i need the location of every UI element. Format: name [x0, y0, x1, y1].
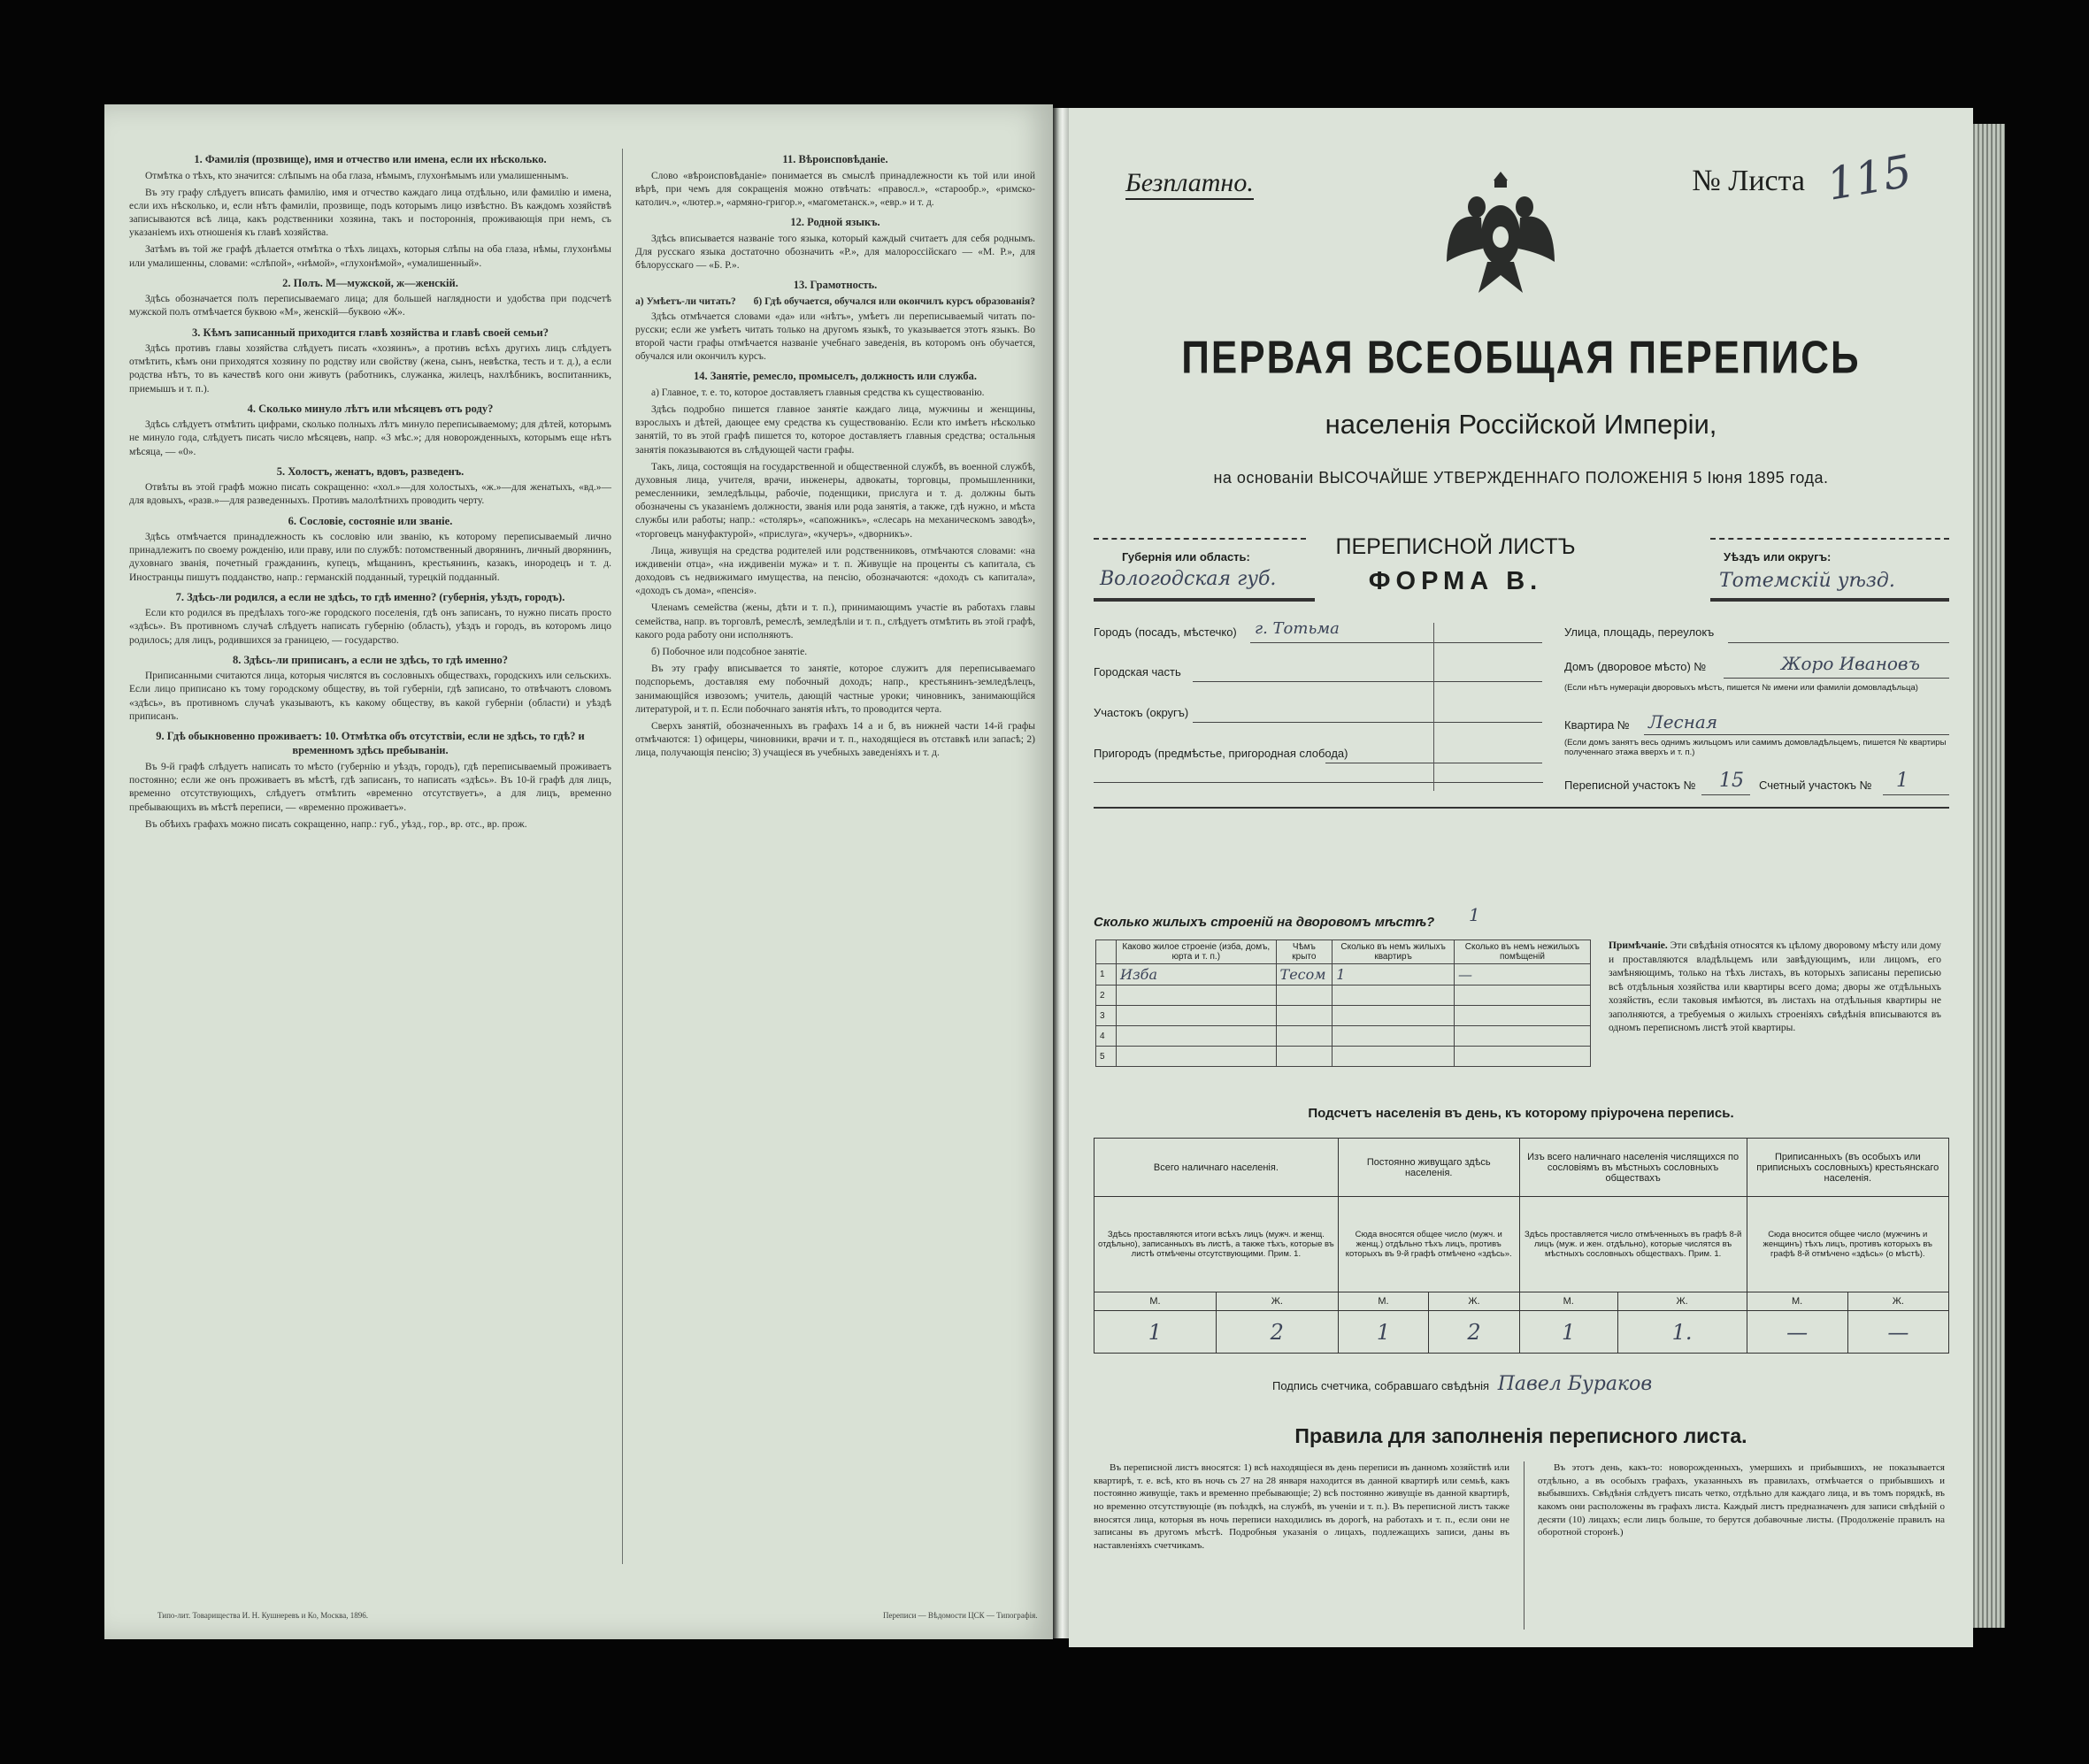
- housing-table: [1095, 940, 1591, 1067]
- count-note-total: Здѣсь проставляются итоги всѣхъ лицъ (мужч. и женщ. отдѣльно), записанныхъ въ листѣ, а также тѣхъ, которые въ листѣ отмѣчены отсутствующими. Прим. 1.: [1094, 1197, 1339, 1292]
- house-value: Жоро Ивановъ: [1781, 653, 1920, 674]
- district-label: Уѣздъ или округъ:: [1724, 550, 1832, 564]
- count-value: 1: [1094, 1311, 1217, 1354]
- section-heading: 9. Гдѣ обыкновенно проживаетъ: 10. Отмѣтка объ отсутствіи, если не здѣсь, то гдѣ? и временномъ здѣсь пребываніи.: [156, 729, 585, 757]
- flat-value: Лесная: [1648, 711, 1718, 732]
- signature-row: [1272, 1373, 1652, 1395]
- city-label: Городъ (посадъ, мѣстечко): [1094, 625, 1237, 639]
- count-header-estates: Изъ всего наличнаго населенія числящихся по сословіямъ въ мѣстныхъ сословныхъ обществахъ: [1519, 1139, 1747, 1197]
- housing-cell-n: 2: [1096, 986, 1117, 1006]
- paragraph: Лица, живущія на средства родителей или родственниковъ, отмѣчаются словами: «на иждивеніи отца», «на иждивеніи мужа» и т. п. Живущіе на проценты съ капитала, съ доходовъ съ недвижимаго имущества, на пенсію, обозначаются: «доходъ съ капитала», «доходъ съ дома», «пенсія».: [635, 545, 1035, 597]
- paragraph: Если кто родился въ предѣлахъ того-же городского поселенія, гдѣ онъ записанъ, то нужно писать просто «здѣсь». Въ противномъ случаѣ слѣдуетъ написать губернію (область), уѣздъ и городъ, въ которомъ лицо родилось; для лицъ, родившихся за границею, — государство.: [129, 608, 611, 646]
- count-value: 1: [1519, 1311, 1617, 1354]
- left-page-column-1: [129, 147, 611, 835]
- housing-cell-other: [1454, 986, 1590, 1006]
- dwellings-question: Сколько жилыхъ строеній на дворовомъ мѣстѣ?: [1094, 915, 1435, 930]
- count-value: 2: [1429, 1311, 1519, 1354]
- housing-cell-other: —: [1454, 964, 1590, 986]
- paragraph: Здѣсь слѣдуетъ отмѣтить цифрами, сколько полныхъ лѣтъ минуло переписываемому; для дѣтей, которымъ не минуло года, слѣдуетъ писать число мѣсяцевъ, напр. «3 мѣс.»; для новорожденныхъ, которымъ еще нѣтъ мѣсяца, — «0».: [129, 419, 611, 457]
- housing-cell-other: [1454, 1026, 1590, 1047]
- paragraph: а) Главное, т. е. то, которое доставляетъ главныя средства къ существованію.: [651, 387, 985, 398]
- section-heading: 13. Грамотность.: [793, 279, 878, 292]
- paragraph: Здѣсь отмѣчается принадлежность къ сословію или званію, къ которому переписываемый лично принадлежитъ по своему рожденію, или праву, или по службѣ: потомственный дворянинъ, личный дворянинъ, духовнаго званія, почетный гражданинъ, купецъ, мѣщанинъ, крестьянинъ, казакъ, инородецъ и т. д. Иностранцы пишутъ подданство, напр.: германскій подданный, турецкій подданный.: [129, 532, 611, 583]
- city-part-label: Городская часть: [1094, 665, 1181, 679]
- housing-cell-roof: [1276, 1026, 1333, 1047]
- section-heading: 3. Кѣмъ записанный приходится главѣ хозяйства и главѣ своей семьи?: [192, 326, 549, 339]
- count-value: —: [1847, 1311, 1948, 1354]
- form-title: [1309, 531, 1601, 600]
- book-spine: [1053, 108, 1069, 1638]
- housing-row: [1096, 1006, 1591, 1026]
- section-heading: 5. Холостъ, женатъ, вдовъ, разведенъ.: [276, 464, 465, 478]
- housing-cell-roof: [1276, 1047, 1333, 1067]
- page-title: ПЕРВАЯ ВСЕОБЩАЯ ПЕРЕПИСЬ: [1181, 332, 1861, 384]
- housing-row: [1096, 986, 1591, 1006]
- housing-row: [1096, 1047, 1591, 1067]
- rules-title: Правила для заполненія переписного листа.: [1294, 1424, 1747, 1447]
- section-heading: 8. Здѣсь-ли приписанъ, а если не здѣсь, то гдѣ именно?: [232, 653, 509, 666]
- left-page: [104, 104, 1053, 1639]
- count-note-permanent: Сюда вносятся общее число (мужч. и женщ.) отдѣльно тѣхъ лицъ, противъ которыхъ въ 9-й графѣ отмѣчено «здѣсь».: [1338, 1197, 1519, 1292]
- housing-cell-roof: [1276, 986, 1333, 1006]
- housing-header-roof: Чѣмъ крыто: [1276, 940, 1333, 964]
- male-label: М.: [1519, 1292, 1617, 1311]
- signature-label: Подпись счетчика, собравшаго свѣдѣнія: [1272, 1379, 1490, 1392]
- housing-header-flats: Сколько въ немъ жилыхъ квартиръ: [1333, 940, 1455, 964]
- section-heading: 7. Здѣсь-ли родился, а если не здѣсь, то гдѣ именно? (губернія, уѣздъ, городъ).: [175, 590, 565, 603]
- housing-cell-flats: [1333, 986, 1455, 1006]
- housing-cell-kind: [1117, 1047, 1277, 1067]
- female-label: Ж.: [1429, 1292, 1519, 1311]
- housing-note: [1609, 940, 1941, 1036]
- street-label: Улица, площадь, переулокъ: [1564, 625, 1715, 639]
- count-header-permanent: Постоянно живущаго здѣсь населенія.: [1338, 1139, 1519, 1197]
- housing-cell-flats: [1333, 1006, 1455, 1026]
- count-district-value: 1: [1896, 770, 1909, 792]
- housing-row: [1096, 1026, 1591, 1047]
- housing-cell-n: 1: [1096, 964, 1117, 986]
- house-label: Домъ (дворовое мѣсто) №: [1564, 660, 1707, 673]
- suburb-label: Пригородъ (предмѣстье, пригородная слобода): [1094, 747, 1348, 760]
- male-label: М.: [1338, 1292, 1428, 1311]
- housing-cell-roof: [1276, 1006, 1333, 1026]
- paragraph: Такъ, лица, состоящія на государственной и общественной службѣ, въ военной службѣ, духовныя лица, учителя, врачи, инженеры, адвокаты, торговцы, промышленники, ремесленники, земледѣльцы, рабочіе, поденщики, прислуга и т. д. должны быть обозначены съ указаніемъ должности, званія или рода занятія, а также, гдѣ нужно, и мѣста службы или работы; напр.: «столяръ», «сапожникъ», «слесарь на механическомъ заводѣ», «торговецъ мануфактурой», «прислуга», «кучеръ», «дворникъ».: [635, 461, 1035, 540]
- section-heading: 2. Полъ. М—мужской, ж—женскій.: [282, 276, 458, 289]
- female-label: Ж.: [1617, 1292, 1747, 1311]
- housing-header-kind: Каково жилое строеніе (изба, домъ, юрта и т. п.): [1117, 940, 1277, 964]
- paragraph: Въ 9-й графѣ слѣдуетъ написать то мѣсто (губернію и уѣздъ, городъ), гдѣ переписываемый проживаетъ постоянно; если же онъ проживаетъ въ мѣстѣ, гдѣ записанъ, то написать «здѣсь». Въ 10-й графѣ для лицъ, временно отсутствующихъ, слѣдуетъ отмѣтить «временно отсутствуетъ», а для лицъ, временно пребывающихъ въ мѣстѣ переписи, — «временно проживаетъ».: [129, 761, 611, 813]
- male-label: М.: [1094, 1292, 1217, 1311]
- paragraph: Здѣсь противъ главы хозяйства слѣдуетъ писать «хозяинъ», а противъ всѣхъ другихъ лицъ слѣдуетъ отмѣтить, кѣмъ они приходятся хозяину по родству или свойству (жена, сынъ, невѣстка, тесть и т. д.), а если родства нѣтъ, то въ качествѣ кого они живутъ (работникъ, служанка, жилецъ, нахлѣбникъ, воспитанникъ, приемышъ и т. п.).: [129, 343, 611, 395]
- flat-note: (Если домъ занятъ весь однимъ жильцомъ или самимъ домовладѣльцемъ, пишется № квартиры полученнаго этажа вверхъ и т. п.): [1564, 738, 1947, 757]
- form-title-line2: ФОРМА В.: [1368, 567, 1543, 596]
- paragraph: Въ обѣихъ графахъ можно писать сокращенно, напр.: губ., уѣзд., гор., вр. отс., вр. прож.: [145, 818, 527, 830]
- paragraph: Приписанными считаются лица, которыя числятся въ сословныхъ обществахъ, городскихъ или сельскихъ. Если лицо приписано къ тому городскому обществу, въ той губерніи, гдѣ записано, то отвѣчаютъ словомъ «здѣсь», въ противномъ случаѣ указываютъ, къ какому обществу, въ какой губерніи (области) и уѣздѣ приписанъ.: [129, 671, 611, 722]
- housing-cell-flats: [1333, 1047, 1455, 1067]
- housing-cell-kind: [1117, 1026, 1277, 1047]
- legal-basis: на основаніи ВЫСОЧАЙШЕ УТВЕРЖДЕННАГО ПОЛОЖЕНІЯ 5 Іюня 1895 года.: [1213, 469, 1829, 487]
- count-note-estates: Здѣсь проставляется число отмѣченныхъ въ графѣ 8-й лицъ (муж. и жен. отдѣльно), которые числятся въ мѣстныхъ сословныхъ обществахъ. Прим. 1.: [1519, 1197, 1747, 1292]
- count-value: 1.: [1617, 1311, 1747, 1354]
- housing-cell-other: [1454, 1006, 1590, 1026]
- count-district-label: Счетный участокъ №: [1759, 778, 1872, 792]
- section-heading: 11. Вѣроисповѣданіе.: [782, 153, 888, 165]
- section-heading: 14. Занятіе, ремесло, промыселъ, должность или служба.: [693, 370, 978, 383]
- section-heading: 12. Родной языкъ.: [790, 216, 880, 229]
- rules-text-2: Въ этотъ день, какъ-то: новорожденныхъ, умершихъ и прибывшихъ, не показывается отдѣльно, а въ особыхъ графахъ, указанныхъ въ правилахъ, отмѣчается о прибывшихъ и выбывшихъ. Свѣдѣнія слѣдуетъ писать четко, отдѣльно для каждаго лица, и въ томъ порядкѣ, въ какомъ они расположены въ графахъ листа. Каждый листъ предназначенъ для записи свѣдѣній о десяти (10) лицахъ; если лицъ больше, то берутся добавочные листы. (Продолженіе правилъ на оборотной сторонѣ.): [1538, 1462, 1945, 1538]
- flat-label: Квартира №: [1564, 718, 1630, 732]
- district-value: Тотемскій уѣзд.: [1719, 570, 1895, 592]
- left-page-column-2: [635, 147, 1035, 763]
- housing-cell-flats: [1333, 1026, 1455, 1047]
- housing-cell-kind: Изба: [1117, 964, 1277, 986]
- rules-divider: [1524, 1461, 1525, 1630]
- housing-row: [1096, 964, 1591, 986]
- paragraph: б) Побочное или подсобное занятіе.: [651, 646, 808, 657]
- section-heading: 6. Сословіе, состояніе или званіе.: [288, 514, 453, 527]
- census-district-label: Переписной участокъ №: [1564, 778, 1696, 792]
- literacy-subheader: б) Гдѣ обучается, обучался или окончилъ курсъ образованія?: [753, 295, 1035, 307]
- paragraph: Затѣмъ въ той же графѣ дѣлается отмѣтка о тѣхъ лицахъ, которыя слѣпы на оба глаза, нѣмы, глухонѣмы или умалишенны, словами: «слѣпой», «нѣмой», «глухонѣмой», «умалишенный».: [129, 244, 611, 269]
- rules-column-2: [1538, 1461, 1945, 1542]
- note-text: Эти свѣдѣнія относятся къ цѣлому дворовому мѣсту или дому и проставляются владѣльцемъ или завѣдующимъ, или лицомъ, его замѣняющимъ, только на тѣхъ листахъ, въ которыхъ записаны переписью всѣ отдѣльныя хозяйства или квартиры всего дома; дворы же отдѣльныхъ хозяйствъ, если таковыя имѣются, въ листахъ на отдѣльныя квартиры не заполняются, а требуемыя о жилыхъ строеніяхъ свѣдѣнія вписываются въ одномъ переписномъ листѣ этой квартиры.: [1609, 940, 1942, 1034]
- literacy-subheader: а) Умѣетъ-ли читать?: [635, 295, 736, 307]
- female-label: Ж.: [1216, 1292, 1338, 1311]
- count-header-total: Всего наличнаго населенія.: [1094, 1139, 1339, 1197]
- count-header-assigned: Приписанныхъ (въ особыхъ или приписныхъ сословныхъ) крестьянскаго населенія.: [1747, 1139, 1948, 1197]
- page-subtitle: населенія Россійской Имперіи,: [1325, 409, 1717, 440]
- printer-footer: Типо-лит. Товарищества И. Н. Кушнеревъ и Ко, Москва, 1896.: [157, 1611, 369, 1620]
- house-note: (Если нѣтъ нумераціи дворовыхъ мѣстъ, пишется № имени или фамиліи домовладѣльца): [1564, 683, 1918, 693]
- paragraph: Въ эту графу вписывается то занятіе, которое служитъ для переписываемаго подспорьемъ, доставляя ему побочный доходъ; напр., крестьянинъ-земледѣлецъ, занимающійся извозомъ; учитель, дающій частные уроки; чиновникъ, занимающійся литературой, и т. п. Если побочнаго занятія нѣтъ, то проводится черта.: [635, 663, 1035, 715]
- female-label: Ж.: [1847, 1292, 1948, 1311]
- section-label: Участокъ (округъ): [1094, 706, 1189, 719]
- housing-cell-kind: [1117, 1006, 1277, 1026]
- paragraph: Членамъ семейства (жены, дѣти и т. п.), принимающимъ участіе въ работахъ главы семейства, напр. въ торговлѣ, ремеслѣ, земледѣліи и т. п., слѣдуетъ отмѣтить въ этой графѣ, какого рода работу они исполняютъ.: [635, 602, 1035, 640]
- housing-cell-other: [1454, 1047, 1590, 1067]
- city-value: г. Тотьма: [1255, 619, 1340, 638]
- sheet-number-label: № Листа: [1692, 165, 1805, 197]
- double-headed-eagle-emblem: [1443, 165, 1558, 297]
- paragraph: Слово «вѣроисповѣданіе» понимается въ смыслѣ принадлежности къ той или иной вѣрѣ, при чемъ для сокращенія можно отвѣчать: «правосл.», «старообр.», «римско-католич.», «лютер.», «армяно-григор.», «магометанск.», «евр.» и т. д.: [635, 170, 1035, 208]
- governorate-value: Вологодская губ.: [1100, 568, 1277, 590]
- free-label: Безплатно.: [1125, 168, 1254, 200]
- population-count-table: [1094, 1138, 1949, 1354]
- section-heading: 1. Фамилія (прозвище), имя и отчество или имена, если их нѣсколько.: [194, 153, 547, 165]
- paragraph: Въ эту графу слѣдуетъ вписать фамилію, имя и отчество каждаго лица отдѣльно, или фамилію и имена, если ихъ нѣсколько, и, если нѣтъ фамиліи, прозвище, подъ которымъ лицо извѣстно. Въ каждомъ хозяйствѣ записываются всѣ лица, какъ родственники хозяина, такъ и постороннія, проживающія при немъ, съ указаніемъ ихъ отношенія къ главѣ хозяйства.: [129, 187, 611, 239]
- section-heading: 4. Сколько минуло лѣтъ или мѣсяцевъ отъ роду?: [247, 402, 494, 415]
- count-value: 2: [1216, 1311, 1338, 1354]
- paragraph: Здѣсь отмѣчается словами «да» или «нѣтъ», умѣетъ ли переписываемый читать по-русски; если же умѣетъ читать только на другомъ языкѣ, то указывается этотъ языкъ. Во второй части графы отмѣчается названіе учебнаго заведенія, въ которомъ онъ обучается, обучался или окончилъ курсъ.: [635, 311, 1035, 363]
- paragraph: Здѣсь подробно пишется главное занятіе каждаго лица, мужчины и женщины, взрослыхъ и дѣтей, дающее ему средства къ существованію. Если кто имѣетъ нѣсколько занятій, то въ этой графѣ пишется то, которое доставляетъ главныя средства; остальныя занятія показываются въ слѣдующей части графы.: [635, 404, 1035, 456]
- count-note-assigned: Сюда вносится общее число (мужчинъ и женщинъ) тѣхъ лицъ, противъ которыхъ въ графѣ 8-й отмѣчено «здѣсь» (о мѣстѣ).: [1747, 1197, 1948, 1292]
- housing-cell-n: 4: [1096, 1026, 1117, 1047]
- paragraph: Здѣсь вписывается названіе того языка, который каждый считаетъ для себя роднымъ. Для русскаго языка достаточно обозначить «Р.», для малороссійскаго — «М. Р.», для бѣлорусскаго — «Б. Р.».: [635, 233, 1035, 271]
- paragraph: Отвѣты въ этой графѣ можно писать сокращенно: «хол.»—для холостыхъ, «ж.»—для женатыхъ, «вд.»—для вдовыхъ, «разв.»—для разведенныхъ. Противъ малолѣтнихъ проводить черту.: [129, 482, 611, 507]
- signature-value: Павел Бураков: [1497, 1373, 1653, 1395]
- count-title: Подсчетъ населенія въ день, къ которому пріурочена перепись.: [1308, 1106, 1734, 1121]
- census-form-page: [1069, 108, 1973, 1647]
- rules-column-1: [1094, 1461, 1509, 1554]
- paragraph: Отмѣтка о тѣхъ, кто значится: слѣпымъ на оба глаза, нѣмымъ, глухонѣмымъ или умалишеннымъ.: [145, 170, 569, 181]
- census-district-value: 15: [1719, 770, 1744, 792]
- governorate-label: Губернія или область:: [1122, 550, 1250, 564]
- housing-cell-n: 5: [1096, 1047, 1117, 1067]
- housing-cell-kind: [1117, 986, 1277, 1006]
- column-divider: [622, 149, 623, 1564]
- form-title-line1: ПЕРЕПИСНОЙ ЛИСТЪ: [1335, 534, 1576, 559]
- housing-cell-flats: 1: [1333, 964, 1455, 986]
- housing-cell-roof: Тесом: [1276, 964, 1333, 986]
- literacy-subheaders: [635, 295, 1035, 309]
- dwellings-value: 1: [1469, 904, 1480, 925]
- housing-header-other: Сколько въ немъ нежилыхъ помѣщеній: [1454, 940, 1590, 964]
- male-label: М.: [1747, 1292, 1847, 1311]
- note-title: Примѣчаніе.: [1609, 940, 1668, 951]
- count-value: 1: [1338, 1311, 1428, 1354]
- rules-text-1: Въ переписной листъ вносятся: 1) всѣ находящіеся въ день переписи въ данномъ хозяйствѣ или квартирѣ, т. е. всѣ, кто въ ночь съ 27 на 28 января находится въ данной квартирѣ или семьѣ, какъ постоянно живущіе, такъ и временно пребывающіе; 2) всѣ постоянно живущіе въ данной квартирѣ, но временно отсутствующіе (въ поѣздкѣ, на службѣ, въ ученіи и т. п.). Въ переписной листъ также вносятся лица, которыя въ ночь переписи находились въ дорогѣ, на работахъ и т. п., если они не записаны въ другомъ мѣстѣ. Подробныя указанія о лицахъ, подлежащихъ записи, даны въ наставленіяхъ счетчикамъ.: [1094, 1462, 1509, 1551]
- paragraph: Сверхъ занятій, обозначенныхъ въ графахъ 14 а и б, въ нижней части 14-й графы отмѣчаются: 1) офицеры, чиновники, врачи и т. п., находящіеся въ отставкѣ или запасѣ; 2) лица, получающія пенсію; 3) учащіеся въ учебныхъ заведеніяхъ и т. д.: [635, 720, 1035, 759]
- paragraph: Здѣсь обозначается полъ переписываемаго лица; для большей наглядности и удобства при подсчетѣ мужской полъ отмѣчается буквою «М», женскій—буквою «Ж».: [129, 294, 611, 318]
- count-value: —: [1747, 1311, 1847, 1354]
- printer-footer-right: Переписи — Вѣдомости ЦСК — Типографія.: [883, 1611, 1038, 1620]
- sheet-number-handwritten: 115: [1823, 145, 1916, 211]
- housing-cell-n: 3: [1096, 1006, 1117, 1026]
